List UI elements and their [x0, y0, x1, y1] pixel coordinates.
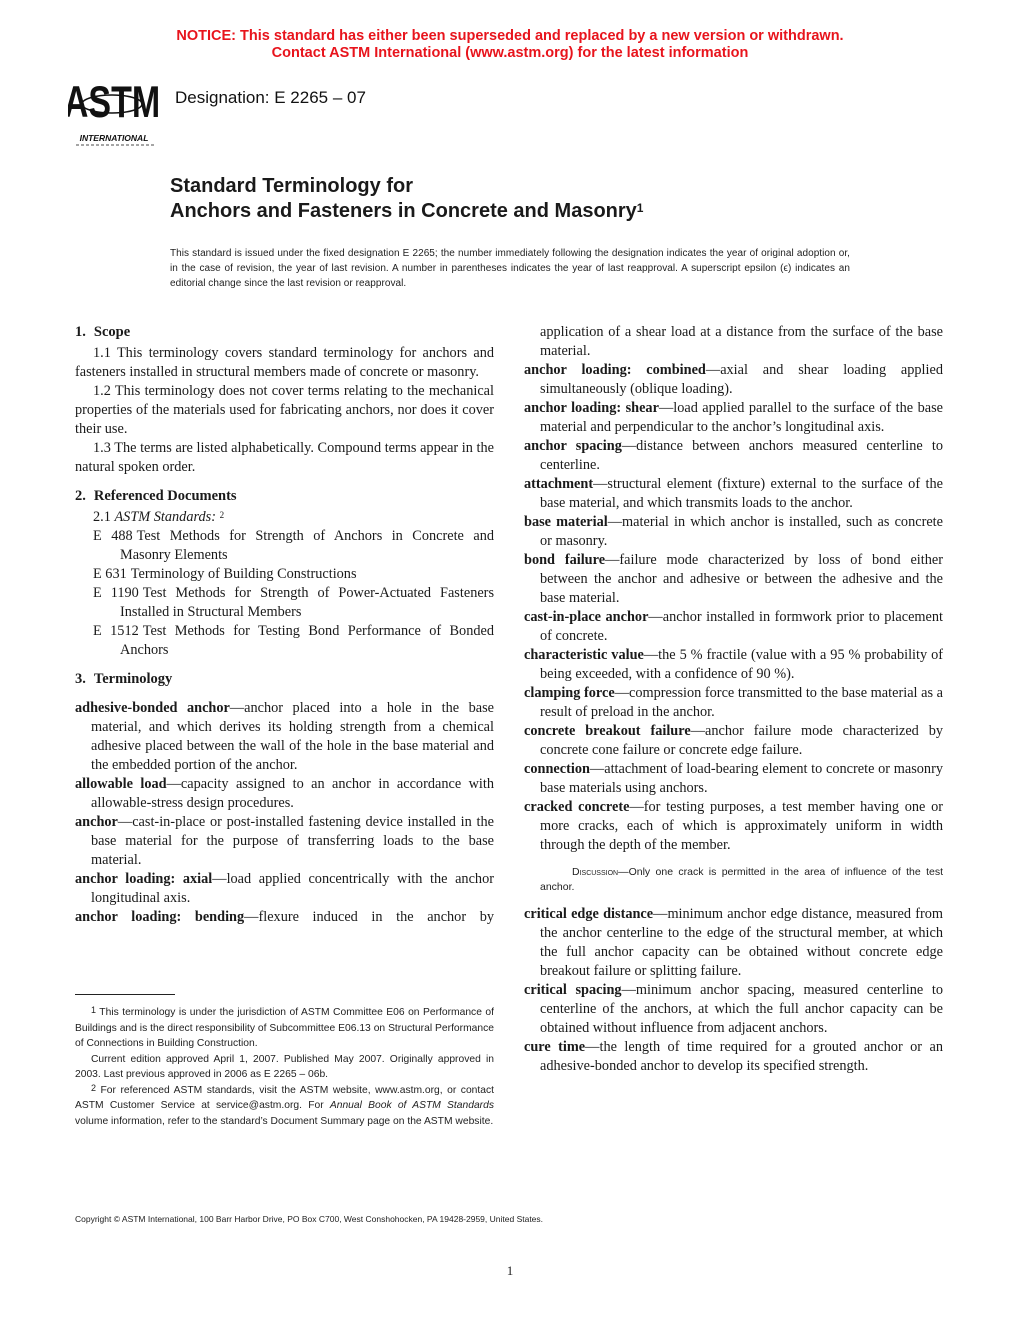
term-entry: cracked concrete—for testing purposes, a test member having one or more cracks, each of which is approximately uniform in width through the depth of the member.: [524, 799, 944, 853]
term-entry: connection—attachment of load-bearing element to concrete or masonry base materials using anchors.: [524, 761, 943, 796]
term-entry: characteristic value—the 5 % fractile (value with a 95 % probability of being exceeded, with a confidence of 90 %).: [524, 647, 943, 682]
copyright-notice: Copyright © ASTM International, 100 Barr Harbor Drive, PO Box C700, West Conshohocken, PA 19428-2959, United States.: [75, 1214, 544, 1224]
reference-item: E 1190 Test Methods for Strength of Power-Actuated Fasteners Installed in Structural Members: [93, 585, 495, 620]
footnote-1-edition: Current edition approved April 1, 2007. Published May 2007. Originally approved in 2003. Last previous approved in 2006 as E 2265 – 06b.: [75, 1053, 494, 1080]
footnote-1: $^1$ This terminology is under the jurisdiction of ASTM Committee E06 on Performance of Buildings and is the direct responsibility of Subcommittee E06.13 on Structural Performance of Connections in Building Construction.: [75, 1005, 494, 1049]
issuance-statement: This standard is issued under the fixed designation E 2265; the number immediately following the designation indicates the year of original adoption or, in the case of revision, the year of last revision. A number in parentheses indicates the year of last reapproval. A superscript epsilon (ϵ) indicates an editorial change since the last revision or reapproval.: [170, 248, 850, 289]
term-entry: attachment—structural element (fixture) external to the surface of the base material, and which transmits loads to the anchor.: [524, 476, 943, 511]
term-entry: anchor spacing—distance between anchors measured centerline to centerline.: [524, 438, 944, 473]
term-entry: anchor—cast-in-place or post-installed fastening device installed in the base material for the purpose of transferring loads to the base material.: [75, 814, 494, 868]
reference-item: E 1512 Test Methods for Testing Bond Performance of Bonded Anchors: [93, 623, 495, 658]
scope-paragraph: 1.3 The terms are listed alphabetically. Compound terms appear in the natural spoken order.: [75, 440, 494, 475]
section-heading-terminology: 3. Terminology: [75, 671, 173, 687]
section-heading-scope: 1. Scope: [75, 324, 131, 340]
reference-item: E 488 Test Methods for Strength of Anchors in Concrete and Masonry Elements: [93, 528, 494, 563]
footnote-ref-2[interactable]: 2: [219, 510, 225, 520]
footnotes: [75, 1005, 494, 1129]
discussion-note: Discussion—Only one crack is permitted in the area of influence of the test anchor.: [540, 866, 943, 893]
reference-item: E 631 Terminology of Building Constructions: [93, 566, 357, 582]
footnote-divider: [75, 994, 175, 995]
term-entry: cure time—the length of time required for a grouted anchor or an adhesive-bonded anchor to develop its specified strength.: [524, 1039, 944, 1074]
term-entry: clamping force—compression force transmitted to the base material as a result of preload in the anchor.: [524, 685, 944, 720]
document-title: [170, 174, 643, 224]
title-line-2: Anchors and Fasteners in Concrete and Masonry$^1$: [170, 200, 644, 222]
term-entry: base material—material in which anchor is installed, such as concrete or masonry.: [524, 514, 943, 549]
title-footnote-ref[interactable]: 1: [636, 201, 644, 215]
term-entry: cast-in-place anchor—anchor installed in formwork prior to placement of concrete.: [524, 609, 943, 644]
term-entry: concrete breakout failure—anchor failure mode characterized by concrete cone failure or concrete edge failure.: [524, 723, 944, 758]
term-entry: adhesive-bonded anchor—anchor placed into a hole in the base material, and which derives its holding strength from a chemical adhesive placed between the wall of the hole in the base material and the embedded portion of the anchor.: [75, 700, 494, 773]
svg-text:INTERNATIONAL: INTERNATIONAL: [79, 133, 149, 143]
notice-line-1: NOTICE: This standard has either been superseded and replaced by a new version or withdrawn.: [176, 28, 844, 44]
astm-logo: [68, 78, 160, 148]
term-entry: critical edge distance—minimum anchor edge distance, measured from the anchor centerline to the edge of the structural member, at which the full anchor capacity can be obtained without concrete edge breakout failure or splitting failure.: [524, 906, 943, 979]
footnote-2: $^2$ For referenced ASTM standards, visit the ASTM website, www.astm.org, or contact ASTM Customer Service at service@astm.org. For Annual Book of ASTM Standards volume information, refer to the standard’s Document Summary page on the ASTM website.: [75, 1082, 494, 1127]
astm-standards-subheading: 2.1 ASTM Standards: $^2$: [93, 509, 225, 525]
term-entry: allowable load—capacity assigned to an anchor in accordance with allowable-stress design procedures.: [75, 776, 494, 811]
astm-logo-icon: [68, 78, 160, 148]
right-column: [524, 323, 943, 1076]
left-column: [75, 323, 494, 927]
term-entry: anchor loading: bending—flexure induced in the anchor by: [75, 909, 494, 925]
term-continuation: application of a shear load at a distance from the surface of the base material.: [540, 324, 943, 359]
term-entry: bond failure—failure mode characterized by loss of bond either between the anchor and adhesive or between the adhesive and the base material.: [524, 552, 943, 606]
term-entry: anchor loading: combined—axial and shear loading applied simultaneously (oblique loading).: [524, 362, 943, 397]
notice-line-2: Contact ASTM International (www.astm.org) for the latest information: [271, 45, 749, 61]
withdrawn-notice: [0, 28, 1020, 62]
term-entry: anchor loading: shear—load applied parallel to the surface of the base material and perpendicular to the anchor’s longitudinal axis.: [524, 400, 943, 435]
designation: Designation: E 2265 – 07: [175, 88, 366, 107]
page-number: 1: [506, 1263, 514, 1278]
term-entry: anchor loading: axial—load applied concentrically with the anchor longitudinal axis.: [75, 871, 494, 906]
scope-paragraph: 1.2 This terminology does not cover terms relating to the mechanical properties of the materials used for fabricating anchors, nor does it cover their use.: [75, 383, 494, 437]
section-heading-referenced-documents: 2. Referenced Documents: [75, 488, 237, 504]
term-entry: critical spacing—minimum anchor spacing, measured centerline to centerline of the anchors, at which the full anchor capacity can be obtained without influence from adjacent anchors.: [524, 982, 943, 1036]
scope-paragraph: 1.1 This terminology covers standard terminology for anchors and fasteners installed in structural members made of concrete or masonry.: [75, 345, 494, 380]
svg-text:ASTM: ASTM: [68, 78, 160, 128]
title-line-1: Standard Terminology for: [170, 175, 413, 197]
